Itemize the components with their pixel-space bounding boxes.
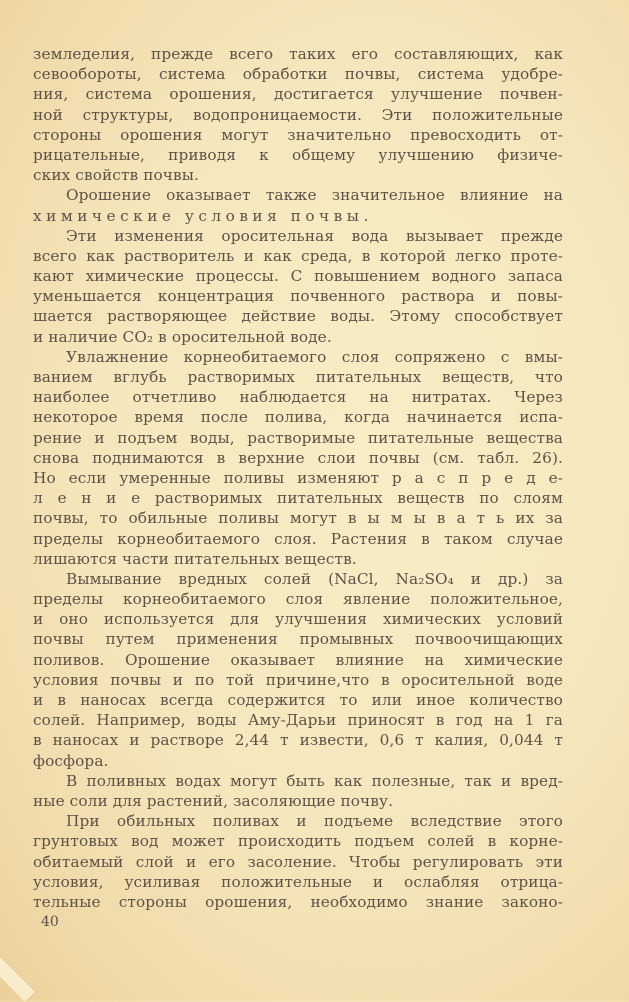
- text-line: ные соли для растений, засоляющие почву.: [33, 791, 394, 810]
- text-line: Орошение оказывает также значительное влияние на: [66, 186, 563, 205]
- text-line: химические условия почвы.: [33, 206, 373, 225]
- page-corner-fold: [0, 942, 35, 1001]
- text-line: л е н и е растворимых питательных веществ по слоям: [33, 489, 563, 508]
- text-line: всего как растворитель и как среда, в которой легко проте-: [33, 246, 563, 265]
- text-line: Увлажнение корнеобитаемого слоя сопряжено с вмы-: [66, 347, 563, 366]
- text-line: почвы путем применения промывных почвоочищающих: [33, 630, 563, 649]
- text-line: и оно используется для улучшения химических условий: [33, 610, 563, 629]
- text-line: стороны орошения могут значительно превосходить от-: [33, 125, 563, 144]
- text-line: ной структуры, водопроницаемости. Эти положительные: [33, 105, 563, 124]
- text-line: солей. Например, воды Аму-Дарьи приносят в год на 1 га: [33, 711, 563, 730]
- text-line: ванием вглубь растворимых питательных веществ, что: [33, 368, 563, 386]
- text-line: снова поднимаются в верхние слои почвы (см. табл. 26).: [33, 448, 563, 467]
- text-line: условия почвы и по той причине,что в оросительной воде: [33, 670, 563, 689]
- text-line: почвы, то обильные поливы могут в ы м ы в а т ь их за: [33, 509, 563, 528]
- text-line: Но если умеренные поливы изменяют р а с п р е д е-: [33, 468, 563, 487]
- text-line: Эти изменения оросительная вода вызывает прежде: [66, 226, 563, 245]
- text-line: поливов. Орошение оказывает влияние на химические: [33, 650, 563, 669]
- text-line: севообороты, система обработки почвы, система удобре-: [33, 65, 563, 84]
- text-line: пределы корнеобитаемого слоя явление положительное,: [33, 590, 563, 609]
- text-line: наиболее отчетливо наблюдается на нитратах. Через: [33, 388, 563, 407]
- text-line: земледелия, прежде всего таких его составляющих, как: [33, 45, 563, 63]
- text-line: условия, усиливая положительные и ослабляя отрица-: [33, 872, 563, 891]
- text-line: тельные стороны орошения, необходимо знание законо-: [33, 892, 563, 911]
- text-line: и в наносах всегда содержится то или иное количество: [33, 691, 563, 709]
- text-line: обитаемый слой и его засоление. Чтобы регулировать эти: [33, 852, 563, 871]
- text-line: При обильных поливах и подъеме вследствие этого: [66, 812, 563, 831]
- text-line: фосфора.: [33, 751, 109, 770]
- text-line: уменьшается концентрация почвенного раствора и повы-: [33, 287, 563, 306]
- text-line: в наносах и растворе 2,44 т извести, 0,6 т калия, 0,044 т: [33, 731, 563, 750]
- text-line: пределы корнеобитаемого слоя. Растения в таком случае: [33, 529, 563, 548]
- text-line: шается растворяющее действие воды. Этому способствует: [33, 307, 563, 326]
- text-line: кают химические процессы. С повышением водного запаса: [33, 267, 563, 286]
- text-line: Вымывание вредных солей (NaCl, Na₂SO₄ и др.) за: [66, 569, 563, 588]
- text-line: рение и подъем воды, растворимые питательные вещества: [33, 428, 563, 447]
- text-line: некоторое время после полива, когда начинается испа-: [33, 408, 563, 427]
- text-line: ских свойств почвы.: [33, 166, 199, 185]
- page-number: 40: [41, 914, 59, 930]
- text-line: лишаются части питательных веществ.: [33, 549, 357, 568]
- page-body-text: [33, 44, 563, 912]
- text-line: В поливных водах могут быть как полезные, так и вред-: [66, 771, 563, 790]
- text-line: и наличие CO₂ в оросительной воде.: [33, 327, 332, 346]
- text-line: ния, система орошения, достигается улучшение почвен-: [33, 85, 563, 104]
- text-line: грунтовых вод может происходить подъем солей в корне-: [33, 832, 563, 851]
- text-line: рицательные, приводя к общему улучшению физиче-: [33, 145, 563, 164]
